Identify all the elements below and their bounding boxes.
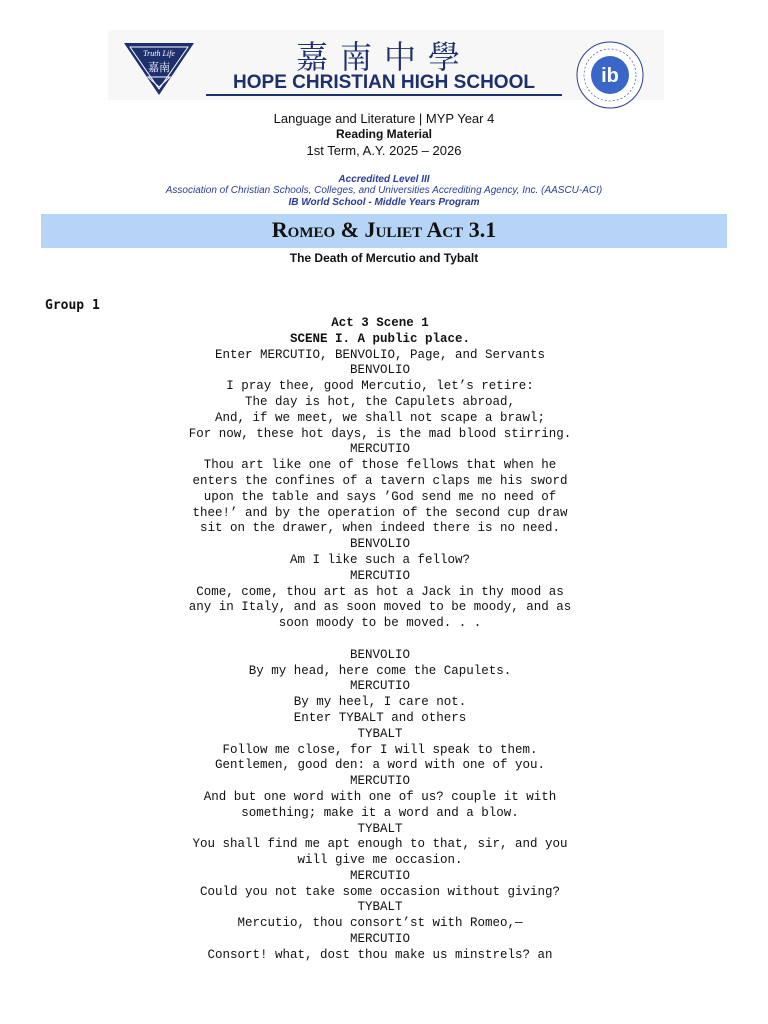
script-line: BENVOLIO [349, 647, 410, 662]
script-line: TYBALT [357, 900, 403, 915]
accreditation-level: Accredited Level III [338, 174, 430, 185]
svg-text:嘉南: 嘉南 [148, 61, 170, 74]
script-line: SCENE I. A public place. [289, 331, 471, 346]
script-line: Come, come, thou art as hot a Jack in thy mood as [196, 584, 564, 599]
script-line: MERCUTIO [349, 442, 410, 457]
svg-text:Truth Life: Truth Life [143, 49, 175, 58]
script-line: any in Italy, and as soon moved to be moody, and as [188, 600, 572, 615]
school-name-english: HOPE CHRISTIAN HIGH SCHOOL [233, 72, 535, 93]
script-line: enters the confines of a tavern claps me his sword [192, 473, 568, 488]
script-line: For now, these hot days, is the mad blood stirring. [188, 426, 572, 441]
script-line: BENVOLIO [349, 537, 410, 552]
script-line: Thou art like one of those fellows that when he [203, 458, 557, 473]
title-underline [206, 94, 562, 96]
school-crest-logo [122, 41, 196, 97]
accrediting-association: Association of Christian Schools, Colleges, and Universities Accrediting Agency, Inc. (AASCU-ACI) [165, 185, 603, 196]
script-line: MERCUTIO [349, 774, 410, 789]
script-line: Gentlemen, good den: a word with one of you. [214, 758, 546, 773]
term-line: 1st Term, A.Y. 2025 – 2026 [306, 143, 462, 158]
group-label: Group 1 [45, 298, 100, 313]
script-line [130, 632, 630, 648]
script-line: I pray thee, good Mercutio, let’s retire: [226, 379, 534, 394]
script-line: Follow me close, for I will speak to them. [222, 742, 538, 757]
script-line: By my head, here come the Capulets. [248, 663, 512, 678]
script-line: TYBALT [357, 726, 403, 741]
script-line: Enter MERCUTIO, BENVOLIO, Page, and Servants [214, 347, 546, 362]
script-line: TYBALT [357, 821, 403, 836]
script-line: Mercutio, thou consort’st with Romeo,— [237, 916, 523, 931]
course-line: Language and Literature | MYP Year 4 [273, 111, 495, 126]
script-line: thee!’ and by the operation of the second cup draw [192, 505, 568, 520]
page-subtitle: The Death of Mercutio and Tybalt [289, 251, 479, 265]
script-line: By my heel, I care not. [293, 695, 467, 710]
svg-text:ib: ib [601, 65, 619, 87]
script-line: And but one word with one of us? couple it with [203, 789, 557, 804]
script-line: Enter TYBALT and others [293, 710, 467, 725]
script-line: something; make it a word and a blow. [241, 805, 519, 820]
ib-program-line: IB World School - Middle Years Program [288, 197, 480, 208]
ib-world-school-logo [575, 40, 645, 110]
script-line: Could you not take some occasion without giving? [199, 884, 561, 899]
material-line: Reading Material [335, 127, 433, 141]
script-line: Consort! what, dost thou make us minstrels? an [207, 947, 553, 962]
script-line: MERCUTIO [349, 679, 410, 694]
script-line: upon the table and says ’God send me no need of [203, 489, 557, 504]
script-line: soon moody to be moved. . . [278, 616, 482, 631]
script-line: You shall find me apt enough to that, sir, and you [192, 837, 568, 852]
page-title: Romeo & Juliet Act 3.1 [271, 217, 497, 242]
script-line: The day is hot, the Capulets abroad, [244, 394, 516, 409]
script-line: Act 3 Scene 1 [331, 316, 429, 330]
script-line: BENVOLIO [349, 363, 410, 378]
script-line: MERCUTIO [349, 932, 410, 947]
script-line: And, if we meet, we shall not scape a brawl; [214, 410, 546, 425]
script-line: MERCUTIO [349, 868, 410, 883]
script-line: MERCUTIO [349, 568, 410, 583]
script-line: Am I like such a fellow? [289, 552, 471, 567]
script-line: sit on the drawer, when indeed there is no need. [199, 521, 561, 536]
school-name-chinese: 嘉南中學 [295, 38, 472, 76]
script-text [130, 316, 630, 964]
script-line: will give me occasion. [297, 853, 463, 868]
